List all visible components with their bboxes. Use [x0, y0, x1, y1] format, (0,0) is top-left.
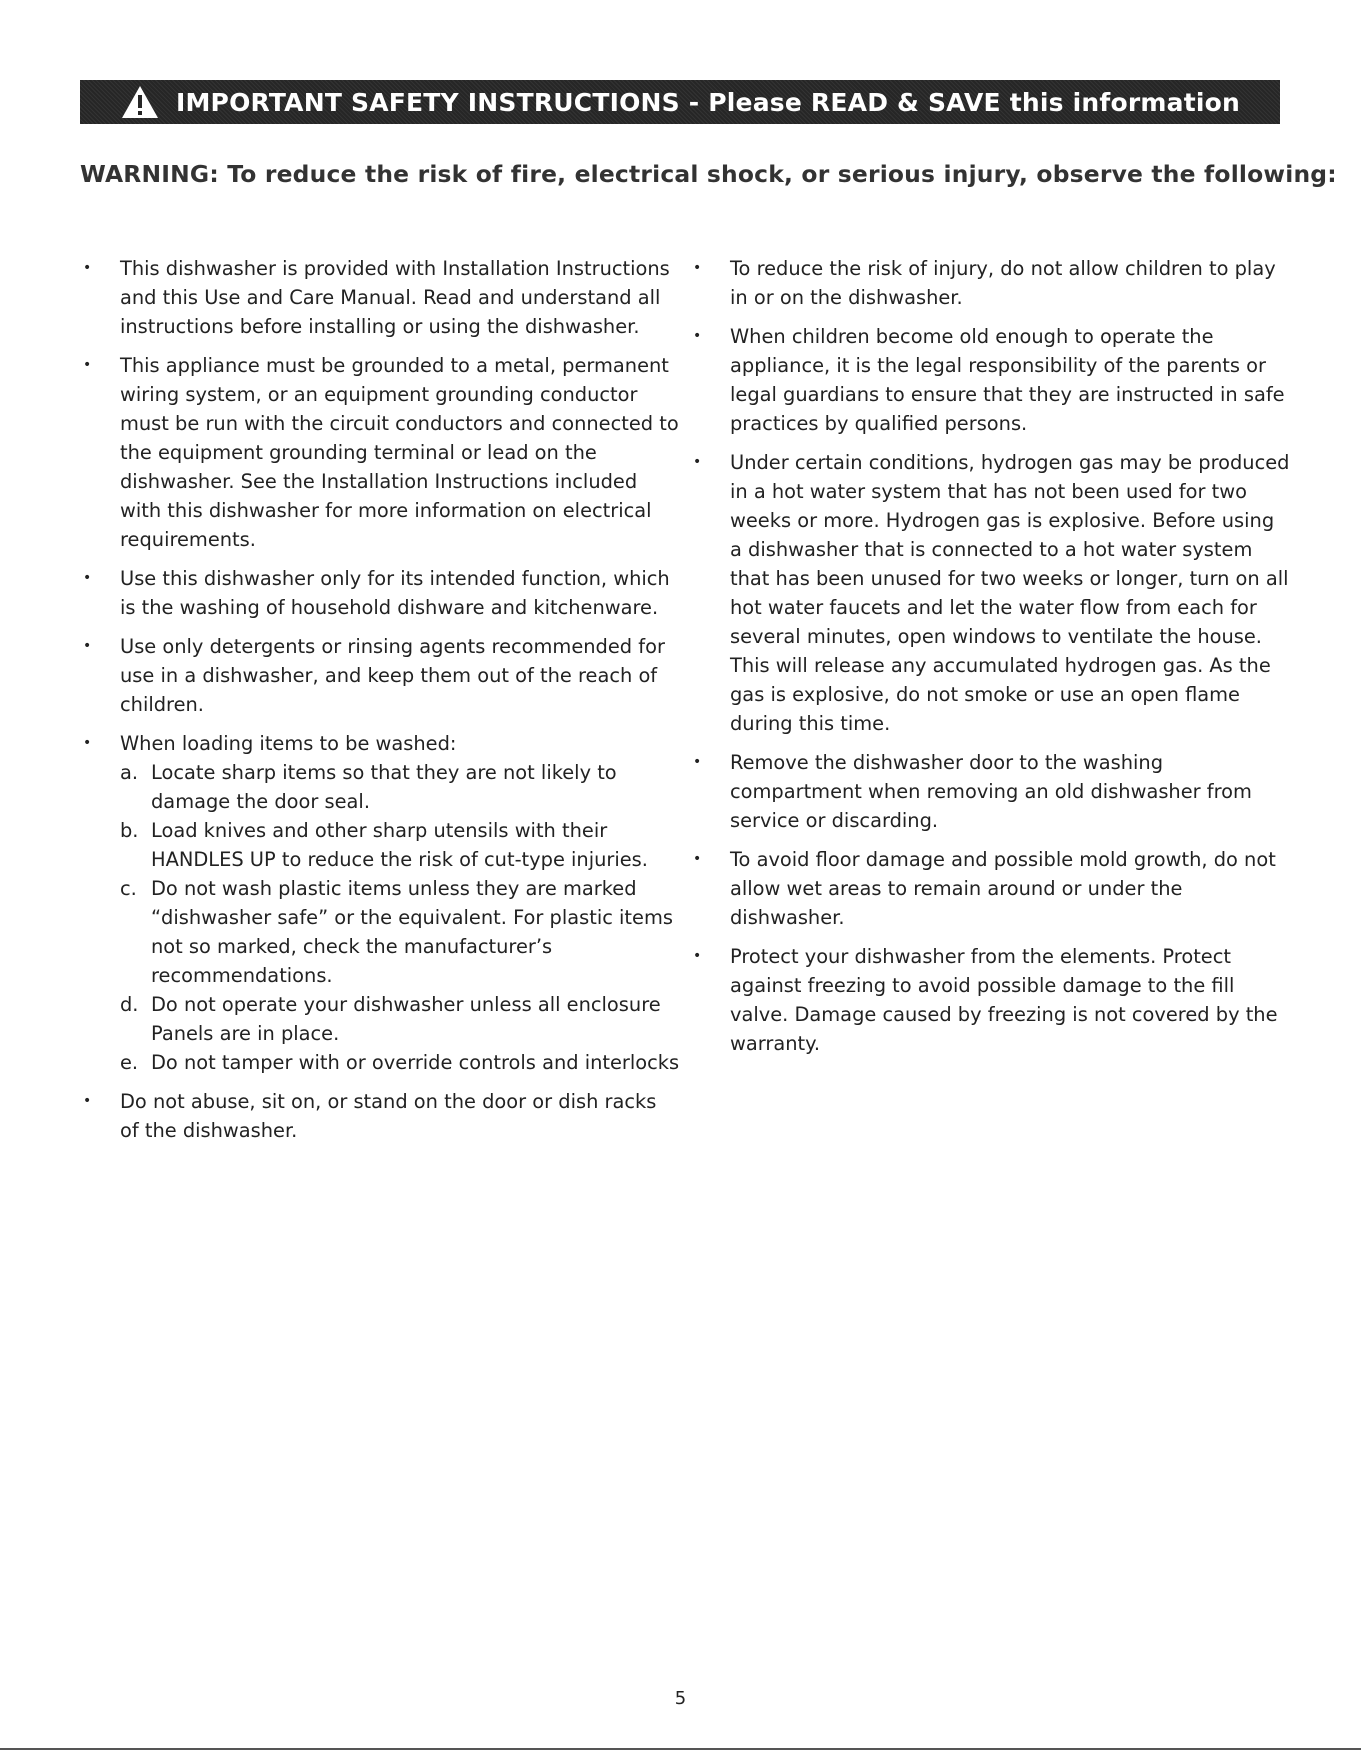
sublist-label: d.	[120, 993, 139, 1016]
list-item	[690, 942, 1290, 1058]
list-item	[690, 322, 1290, 438]
bottom-divider	[0, 1748, 1361, 1750]
banner-content	[120, 84, 1240, 120]
sublist-item	[120, 758, 680, 816]
list-item	[690, 448, 1290, 738]
list-item	[80, 254, 680, 341]
list-item	[690, 845, 1290, 932]
sublist-text: Do not operate your dishwasher unless all enclosure Panels are in place.	[151, 993, 661, 1045]
list-item	[80, 351, 680, 554]
bullet-icon: •	[693, 454, 702, 470]
sublist-text: Do not tamper with or override controls and interlocks	[151, 1051, 680, 1074]
sublist-item	[120, 1048, 680, 1077]
bullet-icon: •	[83, 638, 92, 654]
sublist-label: b.	[120, 819, 139, 842]
bullet-icon: •	[693, 851, 702, 867]
sublist-text: Locate sharp items so that they are not likely to damage the door seal.	[151, 761, 617, 813]
warning-heading: WARNING: To reduce the risk of fire, electrical shock, or serious injury, observe the following:	[80, 160, 1337, 188]
sublist-item	[120, 990, 680, 1048]
bullet-icon: •	[693, 754, 702, 770]
item-text: When children become old enough to operate the appliance, it is the legal responsibility of the parents or legal guardians to ensure that they are instructed in safe practices by qualified persons.	[730, 325, 1285, 435]
list-item	[80, 729, 680, 1077]
sublist-item	[120, 816, 680, 874]
item-text: To avoid floor damage and possible mold growth, do not allow wet areas to remain around or under the dishwasher.	[730, 848, 1276, 929]
list-item	[80, 632, 680, 719]
sublist-text: Do not wash plastic items unless they are marked “dishwasher safe” or the equivalent. For plastic items not so marked, check the manufacturer’s recommendations.	[151, 877, 673, 987]
bullet-icon: •	[83, 357, 92, 373]
sublist-label: e.	[120, 1051, 139, 1074]
sublist-label: a.	[120, 761, 139, 784]
item-text: This appliance must be grounded to a metal, permanent wiring system, or an equipment grounding conductor must be run with the circuit conductors and connected to the equipment grounding terminal or lead on the dishwasher. See the Installation Instructions included with this dishwasher for more information on electrical requirements.	[120, 354, 679, 551]
warning-triangle-icon	[120, 84, 160, 120]
sublist-item	[120, 874, 680, 990]
bullet-icon: •	[83, 735, 92, 751]
sublist-label: c.	[120, 877, 137, 900]
bullet-icon: •	[693, 328, 702, 344]
item-text: Use only detergents or rinsing agents recommended for use in a dishwasher, and keep them out of the reach of children.	[120, 635, 665, 716]
loading-sublist	[120, 758, 680, 1077]
bullet-icon: •	[83, 260, 92, 276]
item-text: Use this dishwasher only for its intended function, which is the washing of household dishware and kitchenware.	[120, 567, 670, 619]
bullet-icon: •	[693, 260, 702, 276]
item-text: Do not abuse, sit on, or stand on the door or dish racks of the dishwasher.	[120, 1090, 657, 1142]
sublist-text: Load knives and other sharp utensils with their HANDLES UP to reduce the risk of cut-type injuries.	[151, 819, 648, 871]
item-text: This dishwasher is provided with Installation Instructions and this Use and Care Manual. Read and understand all instructions before installing or using the dishwasher.	[120, 257, 670, 338]
left-column	[80, 254, 680, 1155]
item-text: Protect your dishwasher from the elements. Protect against freezing to avoid possible damage to the fill valve. Damage caused by freezing is not covered by the warranty.	[730, 945, 1278, 1055]
right-column	[690, 254, 1290, 1068]
list-item	[690, 748, 1290, 835]
banner-title: IMPORTANT SAFETY INSTRUCTIONS - Please READ & SAVE this information	[175, 87, 1241, 117]
item-text: Remove the dishwasher door to the washing compartment when removing an old dishwasher from service or discarding.	[730, 751, 1252, 832]
item-text: To reduce the risk of injury, do not allow children to play in or on the dishwasher.	[730, 257, 1276, 309]
item-text: When loading items to be washed:	[120, 732, 457, 755]
bullet-icon: •	[693, 948, 702, 964]
bullet-icon: •	[83, 570, 92, 586]
list-item	[80, 1087, 680, 1145]
list-item	[80, 564, 680, 622]
bullet-icon: •	[83, 1093, 92, 1109]
list-item	[690, 254, 1290, 312]
page-number: 5	[674, 1688, 687, 1709]
safety-banner	[80, 80, 1280, 124]
item-text: Under certain conditions, hydrogen gas may be produced in a hot water system that has not been used for two weeks or more. Hydrogen gas is explosive. Before using a dishwasher that is connected to a hot water system that has been unused for two weeks or longer, turn on all hot water faucets and let the water flow from each for several minutes, open windows to ventilate the house. This will release any accumulated hydrogen gas. As the gas is explosive, do not smoke or use an open flame during this time.	[730, 451, 1290, 735]
